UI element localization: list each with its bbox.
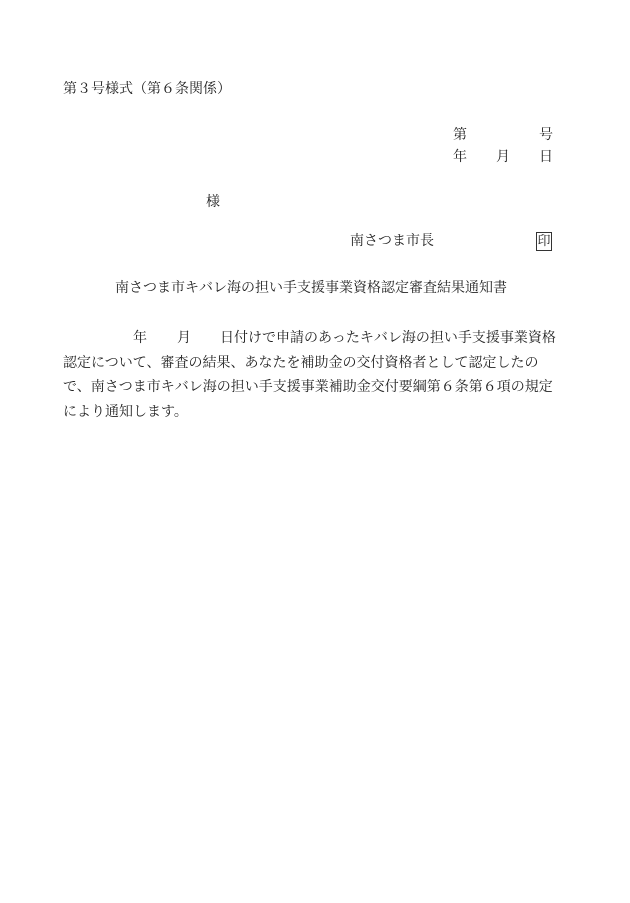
document-title: 南さつま市キバレ海の担い手支援事業資格認定審査結果通知書 — [115, 280, 507, 296]
notice-body — [63, 326, 583, 424]
recipient-honorific: 様 — [206, 194, 220, 210]
body-line-1-text: 日付けで申請のあったキバレ海の担い手支援事業資格 — [220, 330, 556, 346]
form-label: 第３号様式（第６条関係） — [63, 81, 231, 97]
body-date-month: 月 — [177, 330, 191, 346]
body-date-year: 年 — [133, 330, 147, 346]
body-line-2: 認定について、審査の結果、あなたを補助金の交付資格者として認定したの — [63, 354, 539, 371]
date-day: 日 — [539, 149, 553, 165]
date-year: 年 — [453, 149, 467, 165]
issuer-name: 南さつま市長 — [350, 233, 434, 249]
doc-number-prefix: 第 — [453, 127, 467, 143]
body-line-1 — [63, 326, 583, 351]
body-line-4: により通知します。 — [63, 403, 188, 420]
seal-mark: 印 — [537, 234, 551, 249]
date-month: 月 — [496, 149, 510, 165]
doc-number-suffix: 号 — [539, 127, 553, 143]
body-line-3: で、南さつま市キバレ海の担い手支援事業補助金交付要綱第６条第６項の規定 — [63, 379, 553, 395]
